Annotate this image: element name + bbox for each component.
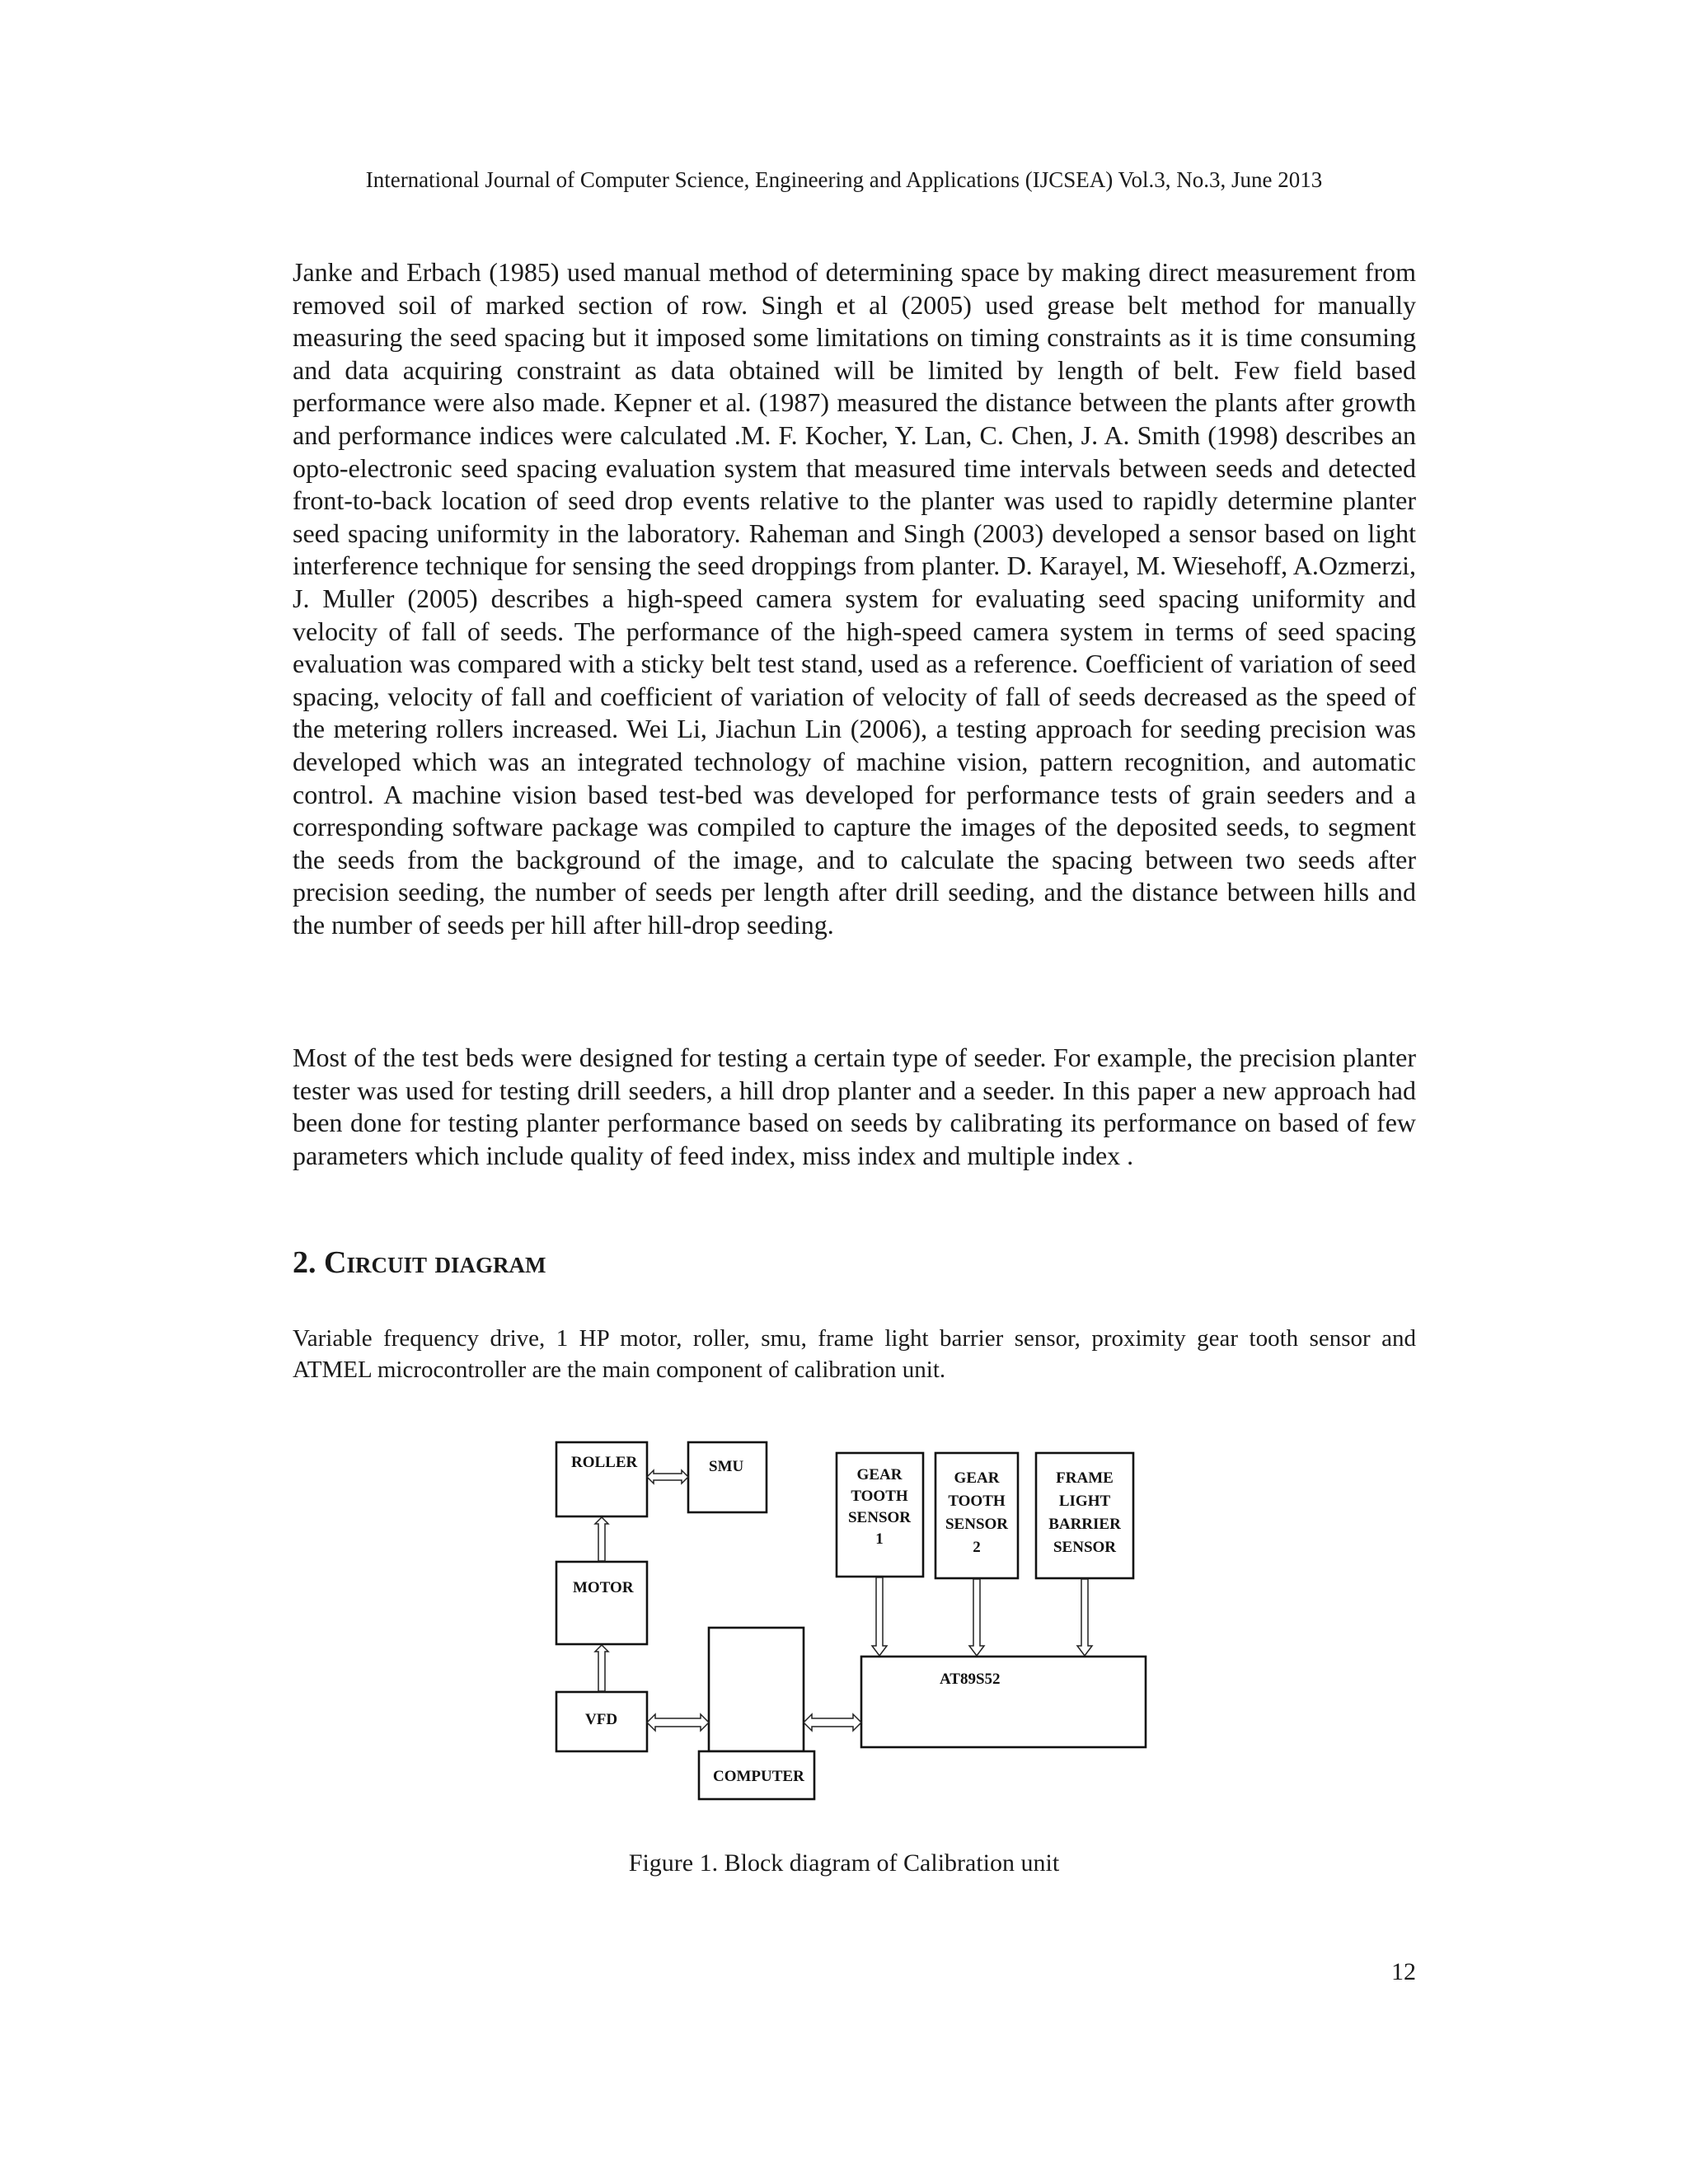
body-paragraph-2: Most of the test beds were designed for testing a certain type of seeder. For example, the precision planter tester was used for testing drill seeders, a hill drop planter and a seeder. In this paper a new approach had been done for testing planter performance based on seeds by calibrating its performance on based of few parameters which include quality of feed index, miss index and multiple index . — [293, 1043, 1416, 1170]
vfd-label: VFD — [585, 1711, 618, 1728]
section-heading — [293, 1243, 546, 1282]
smu-label: SMU — [709, 1458, 744, 1475]
figure-caption: Figure 1. Block diagram of Calibration unit — [628, 1849, 1060, 1877]
vfd-computer-arrow — [647, 1714, 709, 1731]
section-number: 2. — [293, 1245, 316, 1280]
section-title: Circuit diagram — [324, 1245, 546, 1280]
gear-sensor-2-line-1: GEAR — [954, 1469, 1000, 1487]
vfd-motor-arrow — [595, 1645, 608, 1691]
motor-label: MOTOR — [573, 1579, 634, 1596]
smu-block — [688, 1442, 767, 1512]
journal-header: International Journal of Computer Science, Engineering and Applications (IJCSEA) Vol.3, No.3, June 2013 — [365, 167, 1323, 192]
block-diagram-figure — [536, 1430, 1162, 1817]
frame-sensor-line-4: SENSOR — [1053, 1539, 1117, 1556]
gear-sensor-1-line-4: 1 — [875, 1530, 884, 1548]
frame-sensor-line-1: FRAME — [1056, 1469, 1114, 1487]
frame-sensor-arrow — [1077, 1579, 1092, 1656]
roller-label: ROLLER — [571, 1454, 638, 1471]
frame-sensor-line-2: LIGHT — [1058, 1493, 1111, 1510]
gear-sensor-2-line-4: 2 — [973, 1539, 981, 1556]
block-diagram-svg — [536, 1430, 1162, 1817]
gear-sensor-2-line-3: SENSOR — [945, 1516, 1009, 1533]
gear-sensor-1-line-2: TOOTH — [851, 1488, 908, 1505]
gear-sensor-1-line-3: SENSOR — [847, 1509, 912, 1526]
frame-sensor-line-3: BARRIER — [1048, 1516, 1121, 1533]
motor-block — [556, 1562, 647, 1644]
computer-tower-block — [709, 1628, 804, 1751]
body-paragraph-1: Janke and Erbach (1985) used manual method of determining space by making direct measurement from removed soil of marked section of row. Singh et al (2005) used grease belt method for manually measuring the seed spacing but it imposed some limitations on timing constraints as it is time consuming and data acquiring constraint as data obtained will be limited by length of belt. Few field based performance were also made. Kepner et al. (1987) measured the distance between the plants after growth and performance indices were calculated .M. F. Kocher, Y. Lan, C. Chen, J. A. Smith (1998) describes an opto-electronic seed spacing evaluation system that measured time intervals between seeds and detected front-to-back location of seed drop events relative to the planter was used to rapidly determine planter seed spacing uniformity in the laboratory. Raheman and Singh (2003) developed a sensor based on light interference technique for sensing the seed droppings from planter. D. Karayel, M. Wiesehoff, A.Ozmerzi, J. Muller (2005) describes a high-speed camera system for evaluating seed spacing uniformity and velocity of fall of seeds. The performance of the high-speed camera system in terms of seed spacing evaluation was compared with a sticky belt test stand, used as a reference. Coefficient of variation of seed spacing, velocity of fall and coefficient of variation of velocity of fall of seeds decreased as the speed of the metering rollers increased. Wei Li, Jiachun Lin (2006), a testing approach for seeding precision was developed which was an integrated technology of machine vision, pattern recognition, and automatic control. A machine vision based test-bed was developed for performance tests of grain seeders and a corresponding software package was compiled to capture the images of the deposited seeds, to segment the seeds from the background of the image, and to calculate the spacing between two seeds after precision seeding, the number of seeds per length after drill seeding, and the distance between hills and the number of seeds per hill after hill-drop seeding. — [293, 257, 1416, 940]
computer-microcontroller-arrow — [804, 1714, 861, 1731]
motor-roller-arrow — [595, 1517, 608, 1561]
gear-sensor-1-arrow — [872, 1577, 887, 1656]
gear-sensor-2-line-2: TOOTH — [948, 1493, 1006, 1510]
roller-smu-arrow — [647, 1470, 688, 1483]
body-paragraph-3: Variable frequency drive, 1 HP motor, roller, smu, frame light barrier sensor, proximity gear tooth sensor and ATMEL microcontroller are the main component of calibration unit. — [293, 1325, 1416, 1383]
gear-sensor-1-line-1: GEAR — [856, 1466, 903, 1483]
microcontroller-block — [861, 1657, 1146, 1747]
computer-label: COMPUTER — [713, 1768, 804, 1785]
page-number: 12 — [1391, 1958, 1416, 1985]
gear-sensor-2-arrow — [969, 1579, 984, 1656]
microcontroller-label: AT89S52 — [940, 1671, 1001, 1688]
